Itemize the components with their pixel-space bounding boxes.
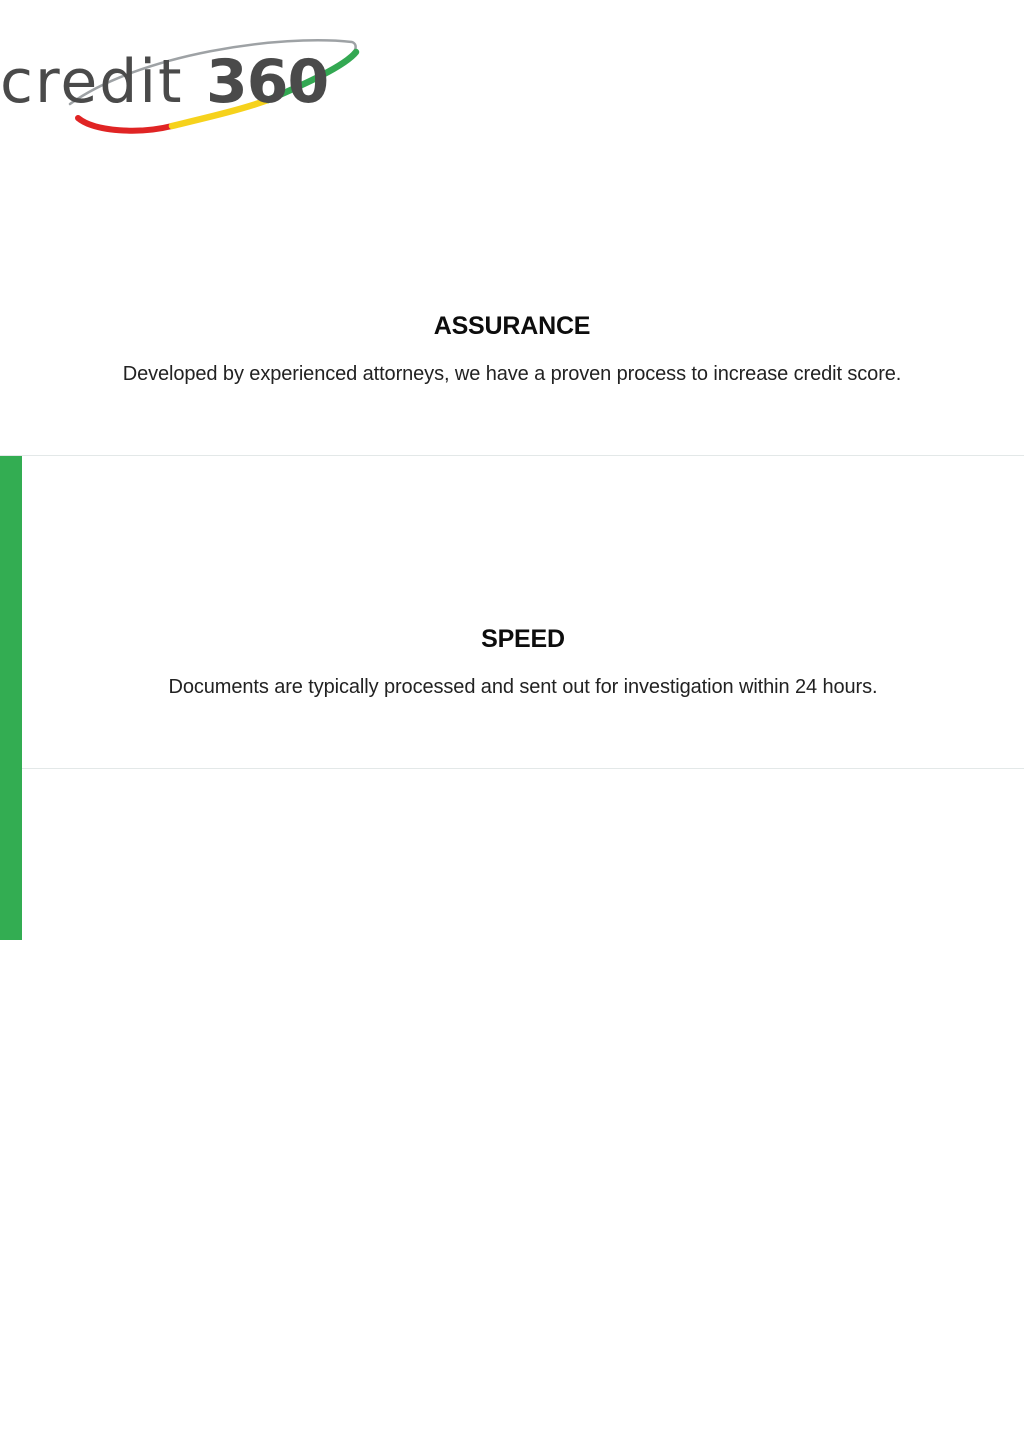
logo-text-credit: credit bbox=[0, 47, 184, 117]
speed-section bbox=[22, 613, 1024, 709]
credit360-logo bbox=[0, 34, 360, 138]
assurance-description: Developed by experienced attorneys, we have a proven process to increase credit score. bbox=[122, 363, 902, 385]
speed-description: Documents are typically processed and sent out for investigation within 24 hours. bbox=[168, 676, 878, 698]
green-accent-bar bbox=[0, 456, 22, 940]
speed-title: SPEED bbox=[481, 625, 565, 653]
logo-text-360: 360 bbox=[206, 47, 329, 117]
section-divider bbox=[0, 455, 1024, 456]
assurance-section bbox=[0, 300, 1024, 396]
section-divider bbox=[22, 768, 1024, 769]
assurance-title: ASSURANCE bbox=[433, 312, 591, 340]
